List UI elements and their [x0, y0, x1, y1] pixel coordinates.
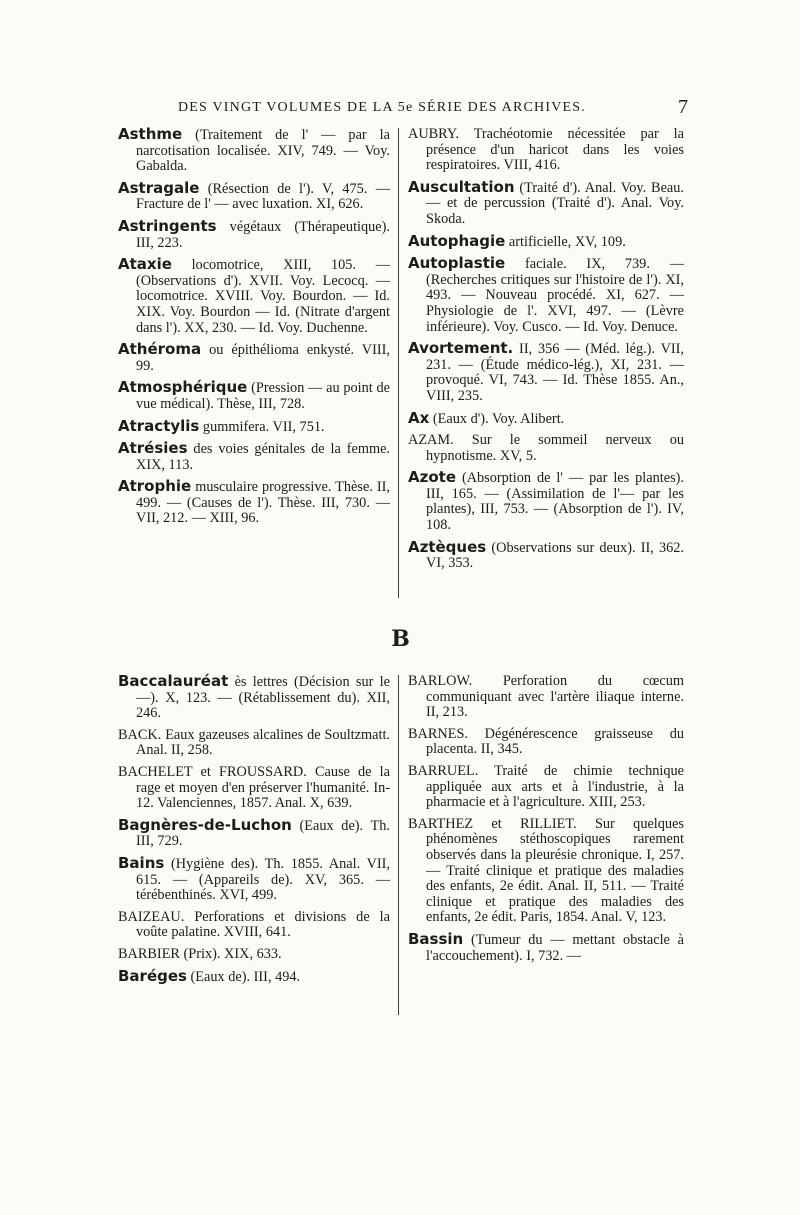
entry-headword: Astragale: [118, 178, 200, 197]
entry-text: gummifera. VII, 751.: [199, 418, 325, 435]
entry-headword: Atrophie: [118, 477, 192, 496]
entry-text: faciale. IX, 739. — (Recherches critiques sur l'histoire de l'). XI, 493. — Nouveau procédé. XI, 627. — Physiologie de l'. XVI, 497. — (Lèvre inférieure). Voy. Cusco. — Id. Voy. Denuce.: [426, 256, 684, 335]
index-entry: [118, 947, 390, 963]
entry-text: AUBRY. Trachéotomie nécessitée par la présence d'un haricot dans les voies respiratoires. VIII, 416.: [408, 126, 684, 174]
index-entry: [118, 127, 390, 175]
entry-text: BARRUEL. Traité de chimie technique appliquée aux arts et à l'industrie, à la pharmacie et à l'agriculture. XIII, 253.: [408, 762, 684, 811]
index-entry: [408, 341, 684, 404]
entry-headword: Aztèques: [408, 537, 487, 556]
entry-text: (Traitement de l' — par la narcotisation localisée. XIV, 749. — Voy. Gabalda.: [136, 127, 390, 175]
index-entry: [118, 765, 390, 812]
entry-text: (Tumeur du — mettant obstacle à l'accouchement). I, 732. —: [426, 931, 684, 964]
column-right-bottom: [408, 674, 684, 970]
index-entry: [118, 441, 390, 473]
entry-headword: Autophagie: [408, 231, 506, 250]
index-entry: [118, 416, 390, 436]
index-entry: [408, 764, 684, 811]
entry-headword: Bagnères-de-Luchon: [118, 815, 292, 834]
entry-text: (Résection de l'). V, 475. — Fracture de l' — avec luxation. XI, 626.: [136, 180, 390, 213]
section-letter: B: [391, 626, 409, 652]
entry-text: (Observations sur deux). II, 362. VI, 353.: [426, 539, 684, 572]
index-entry: [118, 342, 390, 374]
index-entry: [408, 470, 684, 533]
entry-headword: Avortement.: [408, 339, 514, 358]
index-entry: [118, 728, 390, 759]
entry-headword: Azote: [408, 468, 456, 487]
entry-headword: Ax: [408, 408, 430, 427]
index-entry: [408, 256, 684, 335]
entry-text: des voies génitales de la femme. XIX, 113.: [136, 441, 390, 473]
entry-headword: Atmosphérique: [118, 378, 248, 397]
entry-headword: Atrésies: [118, 439, 188, 458]
index-entry: [118, 966, 390, 986]
index-entry: [118, 910, 390, 941]
entry-headword: Astringents: [118, 216, 217, 235]
entry-text: BARTHEZ et RILLIET. Sur quelques phénomènes stéthoscopiques rarement observés dans la pleurésie chronique. I, 257. — Traité clinique et pratique des maladies des enfants, 2e édit. Anal. II, 511. — Traité clinique et pratique des maladies des enfants, 2e édit. Paris, 1854. Anal. V, 123.: [408, 815, 684, 926]
entry-headword: Atractylis: [118, 416, 200, 435]
entry-text: II, 356 — (Méd. lég.). VII, 231. — (Étude médico-lég.), XI, 231. — provoqué. VI, 743. — Id. Thèse 1855. An., VIII, 235.: [426, 341, 684, 404]
entry-headword: Autoplastie: [408, 254, 506, 273]
index-entry: [408, 433, 684, 464]
entry-text: BARNES. Dégénérescence graisseuse du placenta. II, 345.: [408, 725, 684, 758]
index-entry: [408, 817, 684, 926]
entry-text: locomotrice, XIII, 105. — (Observations d'). XVII. Voy. Lecocq. — locomotrice. XVIII. Voy. Bourdon. — Id. XIX. Voy. Bourdon — Id. (Nitrate d'argent dans l'). XX, 230. — Id. Voy. Duchenne.: [136, 257, 390, 336]
column-divider-bottom: [398, 675, 399, 1015]
entry-headword: Ataxie: [118, 255, 172, 274]
index-entry: [408, 727, 684, 758]
entry-text: BAIZEAU. Perforations et divisions de la voûte palatine. XVIII, 641.: [118, 908, 390, 941]
index-entry: [118, 257, 390, 336]
index-entry: [408, 408, 684, 428]
index-entry: [408, 127, 684, 174]
entry-text: ou épithélioma enkysté. VIII, 99.: [136, 342, 390, 374]
column-left-top: [118, 127, 390, 533]
header-title: DES VINGT VOLUMES DE LA 5e SÉRIE DES ARCHIVES.: [178, 100, 586, 115]
entry-headword: Bains: [118, 853, 165, 872]
index-entry: [408, 537, 684, 572]
column-divider-top: [398, 128, 399, 598]
entry-headword: Asthme: [118, 125, 183, 143]
entry-text: végétaux (Thérapeutique). III, 223.: [136, 218, 390, 251]
entry-text: artificielle, XV, 109.: [505, 233, 626, 250]
entry-headword: Athéroma: [118, 340, 202, 359]
entry-text: musculaire progressive. Thèse. II, 499. — (Causes de l'). Thèse. III, 730. — VII, 212. — XIII, 96.: [136, 479, 390, 527]
index-entry: [408, 929, 684, 964]
index-entry: [118, 380, 390, 412]
entry-headword: Baréges: [118, 966, 187, 985]
entry-headword: Bassin: [408, 929, 464, 948]
index-entry: [408, 177, 684, 228]
entry-text: AZAM. Sur le sommeil nerveux ou hypnotisme. XV, 5.: [408, 432, 684, 464]
index-entry: [118, 853, 390, 904]
entry-text: (Eaux de). III, 494.: [186, 968, 301, 985]
index-entry: [118, 815, 390, 850]
running-header: [118, 98, 688, 120]
entry-text: (Pression — au point de vue médical). Thèse, III, 728.: [136, 380, 390, 412]
index-entry: [118, 178, 390, 213]
entry-text: (Hygiène des). Th. 1855. Anal. VII, 615. — (Appareils de). XV, 365. — térébenthinés. XVI, 499.: [136, 855, 390, 904]
entry-text: (Absorption de l' — par les plantes). III, 165. — (Assimilation de l'— par les plantes), III, 753. — (Absorption de l'). IV, 108.: [426, 470, 684, 534]
page-number: 7: [678, 96, 688, 118]
index-entry: [408, 674, 684, 721]
entry-text: (Traité d'). Anal. Voy. Beau. — et de percussion (Traité d'). Anal. Voy. Skoda.: [426, 179, 684, 227]
column-left-bottom: [118, 674, 390, 991]
index-entry: [118, 216, 390, 251]
entry-text: ès lettres (Décision sur le —). X, 123. — (Rétablissement du). XII, 246.: [136, 674, 390, 722]
entry-text: BACHELET et FROUSSARD. Cause de la rage et moyen d'en préserver l'humanité. In-12. Valenciennes, 1857. Anal. X, 639.: [118, 763, 390, 812]
entry-text: BACK. Eaux gazeuses alcalines de Soultzmatt. Anal. II, 258.: [118, 726, 390, 759]
index-entry: [118, 674, 390, 722]
entry-headword: Baccalauréat: [118, 672, 229, 690]
entry-headword: Auscultation: [408, 177, 515, 196]
index-entry: [118, 479, 390, 527]
column-right-top: [408, 127, 684, 578]
index-entry: [408, 231, 684, 251]
entry-text: (Eaux d'). Voy. Alibert.: [429, 410, 565, 427]
entry-text: BARLOW. Perforation du cœcum communiquant avec l'artère iliaque interne. II, 213.: [408, 673, 684, 721]
entry-text: (Eaux de). Th. III, 729.: [136, 817, 390, 850]
entry-text: BARBIER (Prix). XIX, 633.: [118, 945, 282, 962]
